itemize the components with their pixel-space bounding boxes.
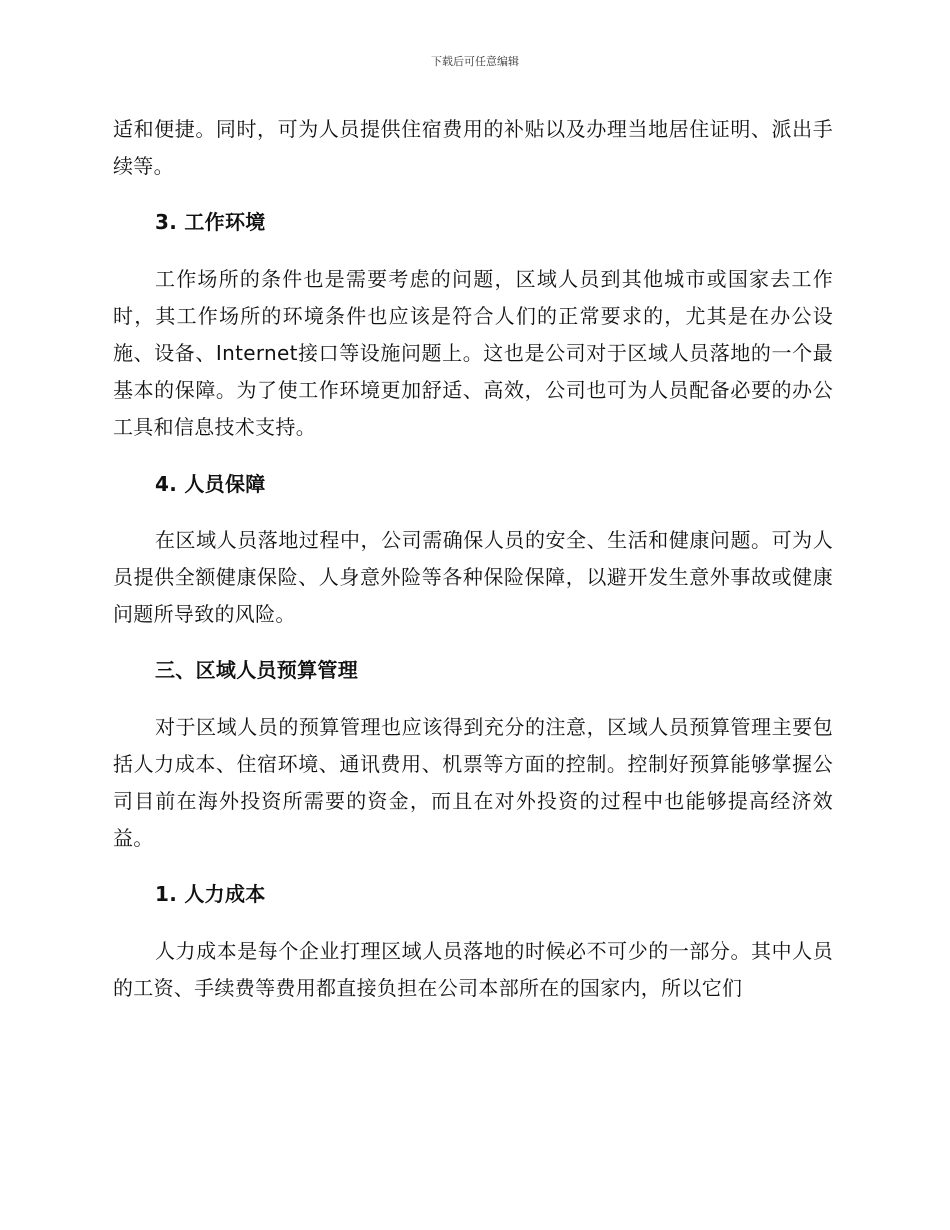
- page-header: 下载后可任意编辑: [431, 55, 519, 68]
- paragraph-budget-management: 对于区域人员的预算管理也应该得到充分的注意，区域人员预算管理主要包括人力成本、住宿环境、通讯费用、机票等方面的控制。控制好预算能够掌握公司目前在海外投资所需要的资金，而且在对外投资的过程中也能够提高经济效益。: [113, 714, 833, 851]
- paragraph-labor-cost: 人力成本是每个企业打理区域人员落地的时候必不可少的一部分。其中人员的工资、手续费等费用都直接负担在公司本部所在的国家内，所以它们: [113, 938, 833, 1000]
- heading-work-environment: 3. 工作环境: [155, 210, 266, 235]
- heading-budget-management: 三、区域人员预算管理: [155, 658, 358, 683]
- paragraph-work-environment: 工作场所的条件也是需要考虑的问题，区域人员到其他城市或国家去工作时，其工作场所的环境条件也应该是符合人们的正常要求的，尤其是在办公设施、设备、Internet接口等设施问题上。这也是公司对于区域人员落地的一个最基本的保障。为了使工作环境更加舒适、高效，公司也可为人员配备必要的办公工具和信息技术支持。: [113, 266, 833, 440]
- heading-labor-cost: 1. 人力成本: [155, 882, 266, 907]
- paragraph-personnel-security: 在区域人员落地过程中，公司需确保人员的安全、生活和健康问题。可为人员提供全额健康保险、人身意外险等各种保险保障，以避开发生意外事故或健康问题所导致的风险。: [113, 527, 833, 627]
- document-body: [113, 111, 833, 1007]
- paragraph-accommodation-end: 适和便捷。同时，可为人员提供住宿费用的补贴以及办理当地居住证明、派出手续等。: [113, 117, 833, 179]
- heading-personnel-security: 4. 人员保障: [155, 471, 266, 496]
